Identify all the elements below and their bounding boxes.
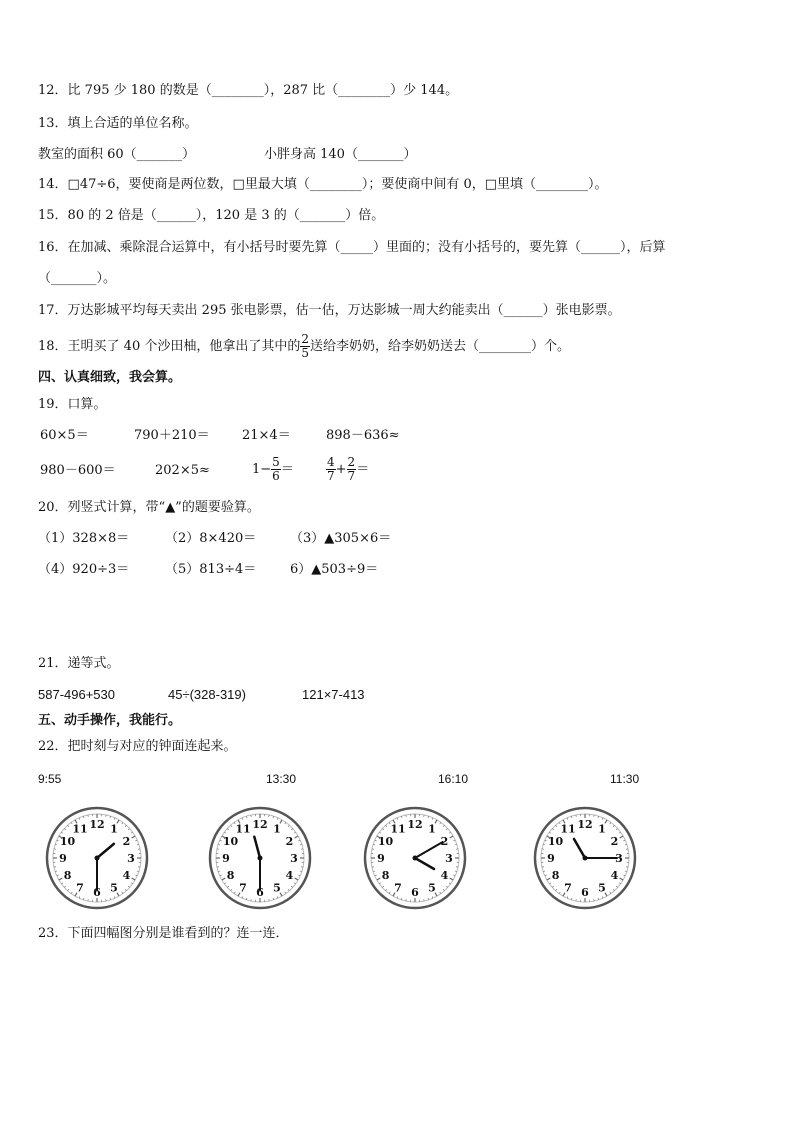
- clock-numeral: 7: [239, 881, 247, 895]
- clock-numeral: 1: [273, 822, 281, 836]
- clock-numeral: 10: [59, 835, 76, 848]
- clock-center-pin: [95, 856, 100, 861]
- question-12: 12．比 795 少 180 的数是（________），287 比（________）少 144。: [38, 83, 459, 98]
- fraction-numerator: 2: [301, 332, 309, 346]
- oral-item: 202×5≈: [155, 463, 210, 478]
- clock-time-label: 11:30: [610, 772, 640, 786]
- oral-fraction: [347, 456, 357, 483]
- clock-numeral: 9: [377, 852, 385, 865]
- clock-numeral: 4: [610, 869, 619, 882]
- question-16-continued: （_______）。: [38, 271, 117, 286]
- oral-fraction: [326, 456, 336, 483]
- fraction-denominator: 7: [347, 469, 356, 483]
- fraction-numerator: 4: [327, 455, 335, 469]
- question-20: 20．列竖式计算，带“▲”的题要验算。: [38, 500, 260, 515]
- oral-item: 898－636≈: [326, 428, 400, 443]
- clock-face: [530, 805, 640, 911]
- clock-numeral: 6: [581, 886, 589, 899]
- fraction-numerator: 5: [272, 455, 280, 469]
- clock-numeral: 12: [577, 818, 593, 831]
- clock-numeral: 4: [285, 869, 294, 882]
- fraction-denominator: 5: [301, 346, 309, 360]
- question-13: 13．填上合适的单位名称。: [38, 116, 198, 131]
- clock-numeral: 1: [598, 822, 606, 836]
- clock-center-pin: [258, 856, 263, 861]
- clock-face: [205, 805, 315, 911]
- question-22: 22．把时刻与对应的钟面连起来。: [38, 739, 237, 754]
- clock-numeral: 4: [440, 869, 449, 882]
- question-15: 15．80 的 2 倍是（______），120 是 3 的（_______）倍。: [38, 208, 385, 223]
- clock-numeral: 12: [252, 818, 268, 831]
- oral-fraction-suffix: ＝: [280, 462, 294, 477]
- clock-numeral: 6: [411, 886, 419, 899]
- fraction-denominator: 6: [272, 469, 280, 483]
- clock-numeral: 2: [610, 835, 619, 848]
- clock-center-pin: [413, 856, 418, 861]
- clock-numeral: 7: [394, 881, 402, 895]
- clock-numeral: 8: [226, 869, 235, 882]
- clock-numeral: 7: [76, 881, 84, 895]
- question-18-text-end: 送给李奶奶，给李奶奶送去（________）个。: [310, 339, 571, 354]
- question-18-fraction: [300, 333, 310, 360]
- oral-item: 21×4＝: [242, 428, 291, 443]
- clock-face: [360, 805, 470, 911]
- clock-numeral: 7: [564, 881, 572, 895]
- step-item: 45÷(328-319): [168, 687, 246, 702]
- oral-fraction-sum-item: [326, 453, 369, 487]
- clock-numeral: 8: [63, 869, 72, 882]
- oral-fraction: [271, 456, 281, 483]
- question-17: 17．万达影城平均每天卖出 295 张电影票，估一估，万达影城一周大约能卖出（______）张电影票。: [38, 303, 621, 318]
- clock-numeral: 10: [377, 835, 394, 848]
- clock-numeral: 3: [615, 852, 623, 865]
- clock-numeral: 12: [89, 818, 105, 831]
- clock-numeral: 1: [428, 822, 436, 836]
- clock-numeral: 11: [72, 822, 88, 836]
- clock-numeral: 5: [598, 881, 606, 895]
- clock-numeral: 10: [222, 835, 239, 848]
- clock-face: [42, 805, 152, 911]
- section-5-heading: 五、动手操作，我能行。: [38, 713, 182, 728]
- clock-center-pin: [583, 856, 588, 861]
- clock-numeral: 10: [547, 835, 564, 848]
- clock-numeral: 5: [428, 881, 436, 895]
- clock-numeral: 3: [290, 852, 298, 865]
- clock-time-label: 9:55: [38, 772, 62, 786]
- section-4-heading: 四、认真细致，我会算。: [38, 370, 182, 385]
- vertical-item: （4）920÷3＝: [38, 562, 130, 577]
- clock-time-label: 13:30: [266, 772, 297, 786]
- question-18: [38, 330, 570, 364]
- oral-item: 60×5＝: [40, 428, 89, 443]
- oral-item: 790＋210＝: [134, 428, 210, 443]
- vertical-item: （1）328×8＝: [38, 531, 130, 546]
- clock-numeral: 5: [110, 881, 118, 895]
- question-19: 19．口算。: [38, 397, 107, 412]
- vertical-item: （3）▲305×6＝: [290, 531, 392, 546]
- clock-numeral: 11: [390, 822, 406, 836]
- vertical-item: （2）8×420＝: [165, 531, 257, 546]
- question-21: 21．递等式。: [38, 656, 120, 671]
- vertical-item: （5）813÷4＝: [165, 562, 257, 577]
- clock-numeral: 2: [440, 835, 449, 848]
- oral-fraction-prefix: 1−: [252, 462, 272, 477]
- question-23: 23．下面四幅图分别是谁看到的？连一连．: [38, 926, 289, 941]
- question-13-a: 教室的面积 60（_______）: [38, 147, 196, 162]
- question-18-text: 18．王明买了 40 个沙田柚，他拿出了其中的: [38, 339, 301, 354]
- question-13-b: 小胖身高 140（_______）: [264, 147, 417, 162]
- oral-fraction-item: [252, 453, 294, 487]
- oral-item: 980－600＝: [40, 463, 116, 478]
- clock-numeral: 9: [59, 852, 67, 865]
- clock-numeral: 12: [407, 818, 423, 831]
- plus-sign: +: [335, 462, 347, 477]
- oral-fraction-suffix: ＝: [356, 462, 370, 477]
- question-14: 14．□47÷6，要使商是两位数，□里最大填（________）；要使商中间有 0，□里填（________）。: [38, 177, 608, 192]
- fraction-numerator: 2: [347, 455, 356, 469]
- clock-numeral: 1: [110, 822, 118, 836]
- clock-numeral: 6: [256, 886, 264, 899]
- question-16: 16．在加减、乘除混合运算中，有小括号时要先算（_____）里面的；没有小括号的，要先算（______），后算: [38, 240, 666, 255]
- step-item: 587-496+530: [38, 687, 115, 702]
- clock-numeral: 4: [122, 869, 131, 882]
- clock-numeral: 3: [445, 852, 453, 865]
- clock-numeral: 8: [381, 869, 390, 882]
- clock-numeral: 3: [127, 852, 135, 865]
- clock-numeral: 9: [547, 852, 555, 865]
- fraction-denominator: 7: [327, 469, 335, 483]
- clock-numeral: 5: [273, 881, 281, 895]
- clock-time-label: 16:10: [438, 772, 469, 786]
- clock-numeral: 9: [222, 852, 230, 865]
- step-item: 121×7-413: [302, 687, 365, 702]
- vertical-item: 6）▲503÷9＝: [290, 562, 379, 577]
- clock-numeral: 6: [93, 886, 101, 899]
- clock-numeral: 2: [122, 835, 131, 848]
- clock-numeral: 11: [560, 822, 576, 836]
- clock-numeral: 11: [235, 822, 251, 836]
- clock-numeral: 2: [285, 835, 294, 848]
- clock-numeral: 8: [551, 869, 560, 882]
